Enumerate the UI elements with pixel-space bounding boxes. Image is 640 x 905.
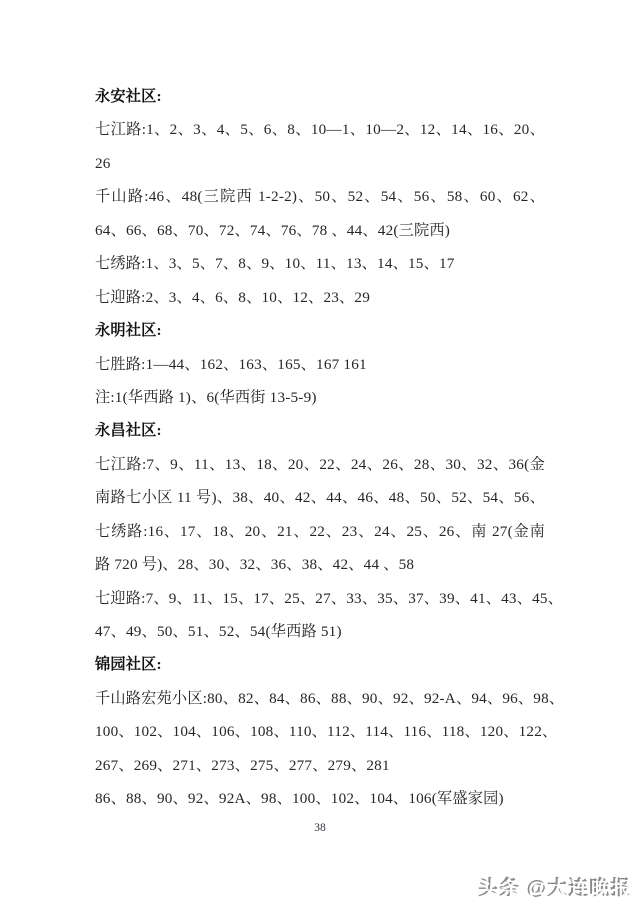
text-line: 47、49、50、51、52、54(华西路 51): [95, 623, 342, 640]
section-heading: 永安社区:: [95, 88, 162, 105]
section-heading: 永昌社区:: [95, 422, 162, 440]
page-number: 38: [314, 822, 326, 834]
text-line: 七绣路:1、3、5、7、8、9、10、11、13、14、15、17: [95, 255, 455, 273]
text-line: 七绣路:16、17、18、20、21、22、23、24、25、26、南 27(金南: [95, 522, 545, 540]
text-line: 267、269、271、273、275、277、279、281: [95, 756, 390, 774]
text-line: 千山路:46、48(三院西 1-2-2)、50、52、54、56、58、60、62、: [95, 188, 545, 206]
text-line: 路 720 号)、28、30、32、36、38、42、44 、58: [95, 556, 415, 574]
text-line: 七胜路:1—44、162、163、165、167 161: [95, 355, 367, 373]
text-line: 64、66、68、70、72、74、76、78 、44、42(三院西): [95, 221, 451, 239]
document-body: [95, 80, 565, 816]
text-line: 七迎路:2、3、4、6、8、10、12、23、29: [95, 288, 371, 306]
text-line: 七江路:7、9、11、13、18、20、22、24、26、28、30、32、36(金: [95, 455, 545, 473]
section-heading: 锦园社区:: [95, 656, 162, 674]
text-line: 千山路宏苑小区:80、82、84、86、88、90、92、92-A、94、96、98、: [95, 689, 565, 707]
text-line: 七迎路:7、9、11、15、17、25、27、33、35、37、39、41、43、45、: [95, 589, 564, 607]
text-line: 100、102、104、106、108、110、112、114、116、118、120、122、: [95, 723, 558, 741]
text-line: 86、88、90、92、92A、98、100、102、104、106(军盛家园): [95, 790, 504, 808]
text-line: 七江路:1、2、3、4、5、6、8、10—1、10—2、12、14、16、20、: [95, 121, 545, 139]
text-line: 26: [95, 154, 111, 172]
watermark-toutiao-dalian-evening-news: 头条 @大连晚报 头条 @大连晚报: [478, 871, 631, 900]
section-heading: 永明社区:: [95, 322, 162, 340]
text-line: 注:1(华西路 1)、6(华西街 13-5-9): [95, 388, 317, 406]
text-line: 南路七小区 11 号)、38、40、42、44、46、48、50、52、54、56、: [95, 489, 545, 507]
